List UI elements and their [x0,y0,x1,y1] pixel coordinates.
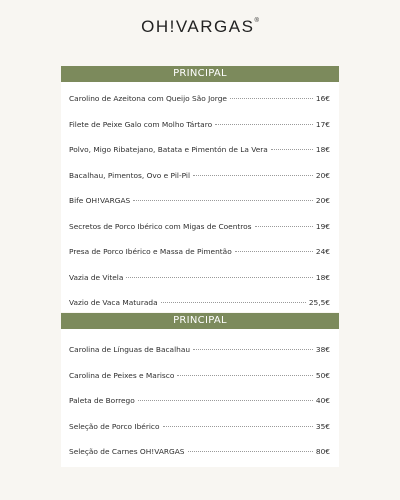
menu-item [61,414,339,440]
menu-item [61,290,339,316]
menu-item [61,188,339,214]
dot-leader [215,124,313,125]
menu-item [61,137,339,163]
menu-item [61,163,339,189]
menu-item-name: Bacalhau, Pimentos, Ovo e Pil-Pil [69,170,191,180]
dot-leader [126,277,313,278]
menu-item-list [61,329,339,465]
dot-leader [193,349,313,350]
menu-item-price: 20€ [315,170,330,180]
menu-item-price: 18€ [315,145,330,154]
dot-leader [255,226,313,227]
menu-item [61,439,339,465]
menu-item [61,239,339,265]
menu-item-name: Filete de Peixe Galo com Molho Tártaro [69,119,213,129]
menu-item [61,337,339,363]
menu-item-price: 50€ [315,370,330,380]
menu-item [61,112,339,138]
section-title: PRINCIPAL [61,313,339,329]
dot-leader [235,251,313,252]
dot-leader [161,302,306,303]
menu-item-name: Paleta de Borrego [69,396,135,405]
menu-item-name: Seleção de Porco Ibérico [69,421,160,431]
dot-leader [271,149,313,150]
menu-item-price: 80€ [315,447,330,456]
dot-leader [177,375,313,376]
menu-section-2 [61,313,339,467]
dot-leader [133,200,313,201]
menu-item-name: Carolina de Peixes e Marisco [69,370,175,380]
registered-mark: ® [254,18,259,24]
dot-leader [138,400,313,401]
menu-item-price: 16€ [315,94,330,103]
menu-item-name: Seleção de Carnes OH!VARGAS [69,447,185,456]
menu-item-price: 17€ [315,119,330,129]
menu-item [61,214,339,240]
menu-item [61,86,339,112]
menu-item-price: 18€ [315,272,330,282]
menu-item-name: Vazia de Vitela [69,272,124,282]
menu-item-name: Presa de Porco Ibérico e Massa de Pimentão [69,247,232,256]
dot-leader [188,451,313,452]
dot-leader [230,98,313,99]
menu-item-price: 20€ [315,196,330,205]
menu-item-name: Carolina de Línguas de Bacalhau [69,345,191,354]
menu-item-price: 24€ [315,247,330,256]
menu-section-1 [61,66,339,312]
menu-item-name: Vazio de Vaca Maturada [69,298,158,307]
menu-item-name: Bife OH!VARGAS [69,196,131,205]
menu-item-price: 38€ [315,345,330,354]
brand-name: OH!VARGAS [141,17,255,36]
menu-item [61,388,339,414]
menu-item-price: 19€ [315,221,330,231]
menu-item-price: 35€ [315,421,330,431]
section-title: PRINCIPAL [61,66,339,82]
menu-item [61,265,339,291]
menu-item-name: Polvo, Migo Ribatejano, Batata e Pimentón de La Vera [69,145,268,154]
menu-item-price: 40€ [315,396,330,405]
menu-item-name: Carolino de Azeitona com Queijo São Jorge [69,94,227,103]
dot-leader [163,426,313,427]
brand-logo [0,17,400,37]
dot-leader [193,175,313,176]
menu-item-price: 25,5€ [308,298,330,307]
menu-item-name: Secretos de Porco Ibérico com Migas de Coentros [69,221,252,231]
menu-item [61,363,339,389]
menu-item-list [61,82,339,316]
